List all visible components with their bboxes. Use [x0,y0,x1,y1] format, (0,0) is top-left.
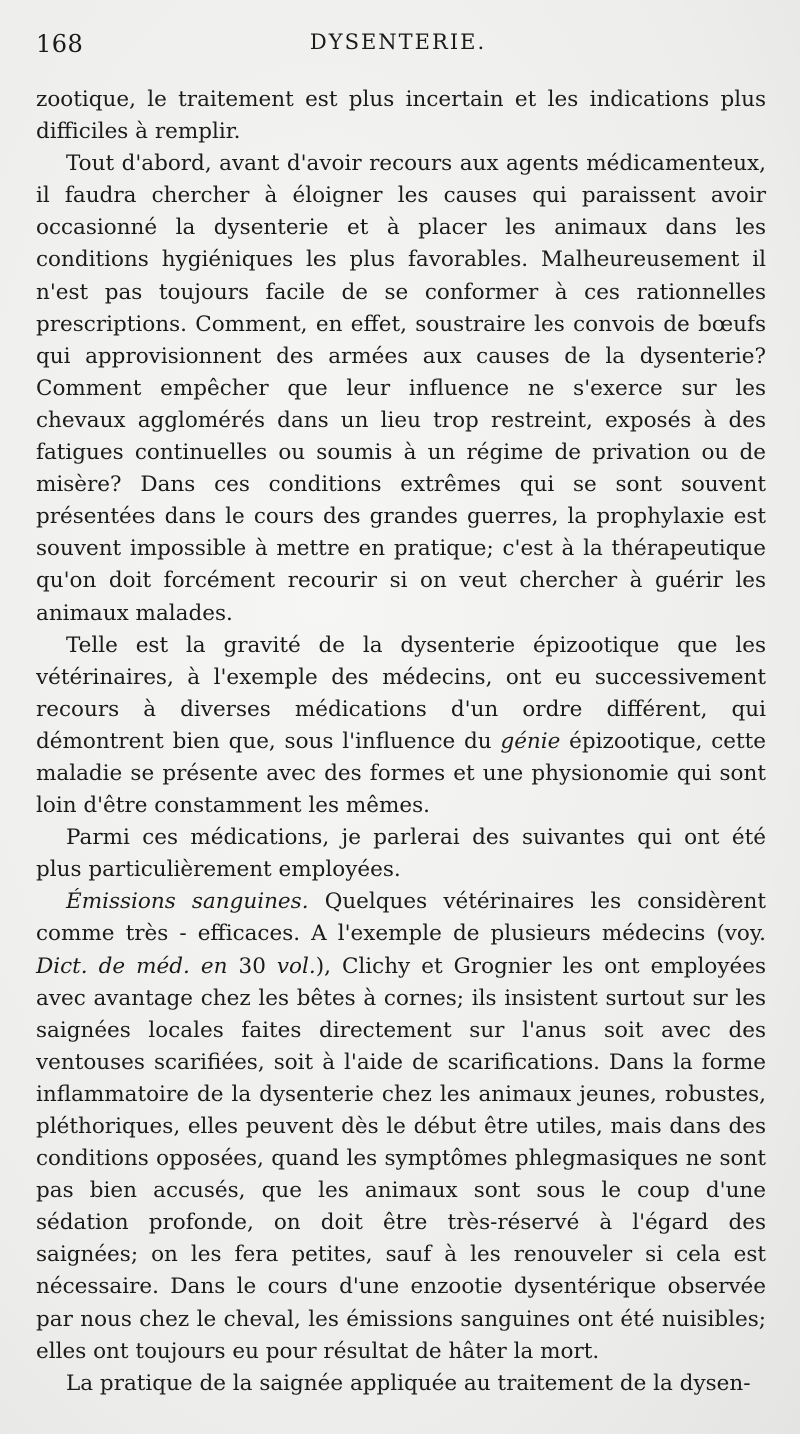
paragraph-continuation: zootique, le traitement est plus incertain et les indications plus difficiles à remplir. [36,87,766,145]
reference-title: Dict. de méd. en [36,953,228,979]
text-span: ), Clichy et Grognier les ont employées avec avantage chez les bêtes à cornes; ils insistent surtout sur les saignées locales faites directement sur l'anus soit avec des ventouses scarifiées, soit à l'aide de scarifications. Dans la forme inflammatoire de la dysenterie chez les animaux jeunes, robustes, pléthoriques, elles peuvent dès le début être utiles, mais dans des conditions opposées, quand les symptômes phlegmasiques ne sont pas bien accusés, que les animaux sont sous le coup d'une sédation profonde, on doit être très-réservé à l'égard des saignées; on les fera petites, sauf à les renouveler si cela est nécessaire. Dans le cours d'une enzootie dysentérique observée par nous chez le cheval, les émissions sanguines ont été nuisibles; elles ont toujours eu pour résultat de hâter la mort. [36,953,766,1364]
paragraph-prophylaxis: Tout d'abord, avant d'avoir recours aux agents médicamenteux, il faudra chercher à éloigner les causes qui paraissent avoir occasionné la dysenterie et à placer les animaux dans les conditions hygiéniques les plus favorables. Malheureusement il n'est pas toujours facile de se conformer à ces rationnelles prescriptions. Comment, en effet, soustraire les convois de bœufs qui approvisionnent des armées aux causes de la dysenterie? Comment empêcher que leur influence ne s'exerce sur les chevaux agglomérés dans un lieu trop restreint, exposés à des fatigues continuelles ou soumis à un régime de privation ou de misère? Dans ces conditions extrêmes qui se sont souvent présentées dans le cours des grandes guerres, la prophylaxie est souvent impossible à mettre en pratique; c'est à la thérapeutique qu'on doit forcément recourir si on veut chercher à guérir les animaux malades. [36,151,766,626]
paragraph-gravity [36,630,766,823]
italic-term: génie [500,728,561,754]
text-span: Quelques vétérinaires les considèrent comme très - efficaces. A l'exemple de plusieurs médecins (voy. [36,889,766,947]
page-header [36,30,760,60]
paragraph-emissions-sanguines [36,886,766,1367]
running-title: DYSENTERIE. [309,30,487,54]
reference-volume: vol. [276,953,316,979]
text-span: Telle est la gravité de la dysenterie épizootique que les vétérinaires, à l'exemple des médecins, ont eu successivement recours à diverses médications d'un ordre différent, qui démontrent bien que, sous l'influence du [36,632,766,754]
section-heading: Émissions sanguines. [66,889,309,915]
text-span: épizootique, cette maladie se présente avec des formes et une physionomie qui sont loin d'être constamment les mêmes. [36,728,766,819]
paragraph-medications: Parmi ces médications, je parlerai des suivantes qui ont été plus particulièrement employées. [36,825,766,883]
paragraph-saignee: La pratique de la saignée appliquée au traitement de la dysen- [66,1370,751,1396]
reference-number: 30 [227,953,277,979]
page-body [36,84,766,1400]
page-number: 168 [36,30,84,58]
